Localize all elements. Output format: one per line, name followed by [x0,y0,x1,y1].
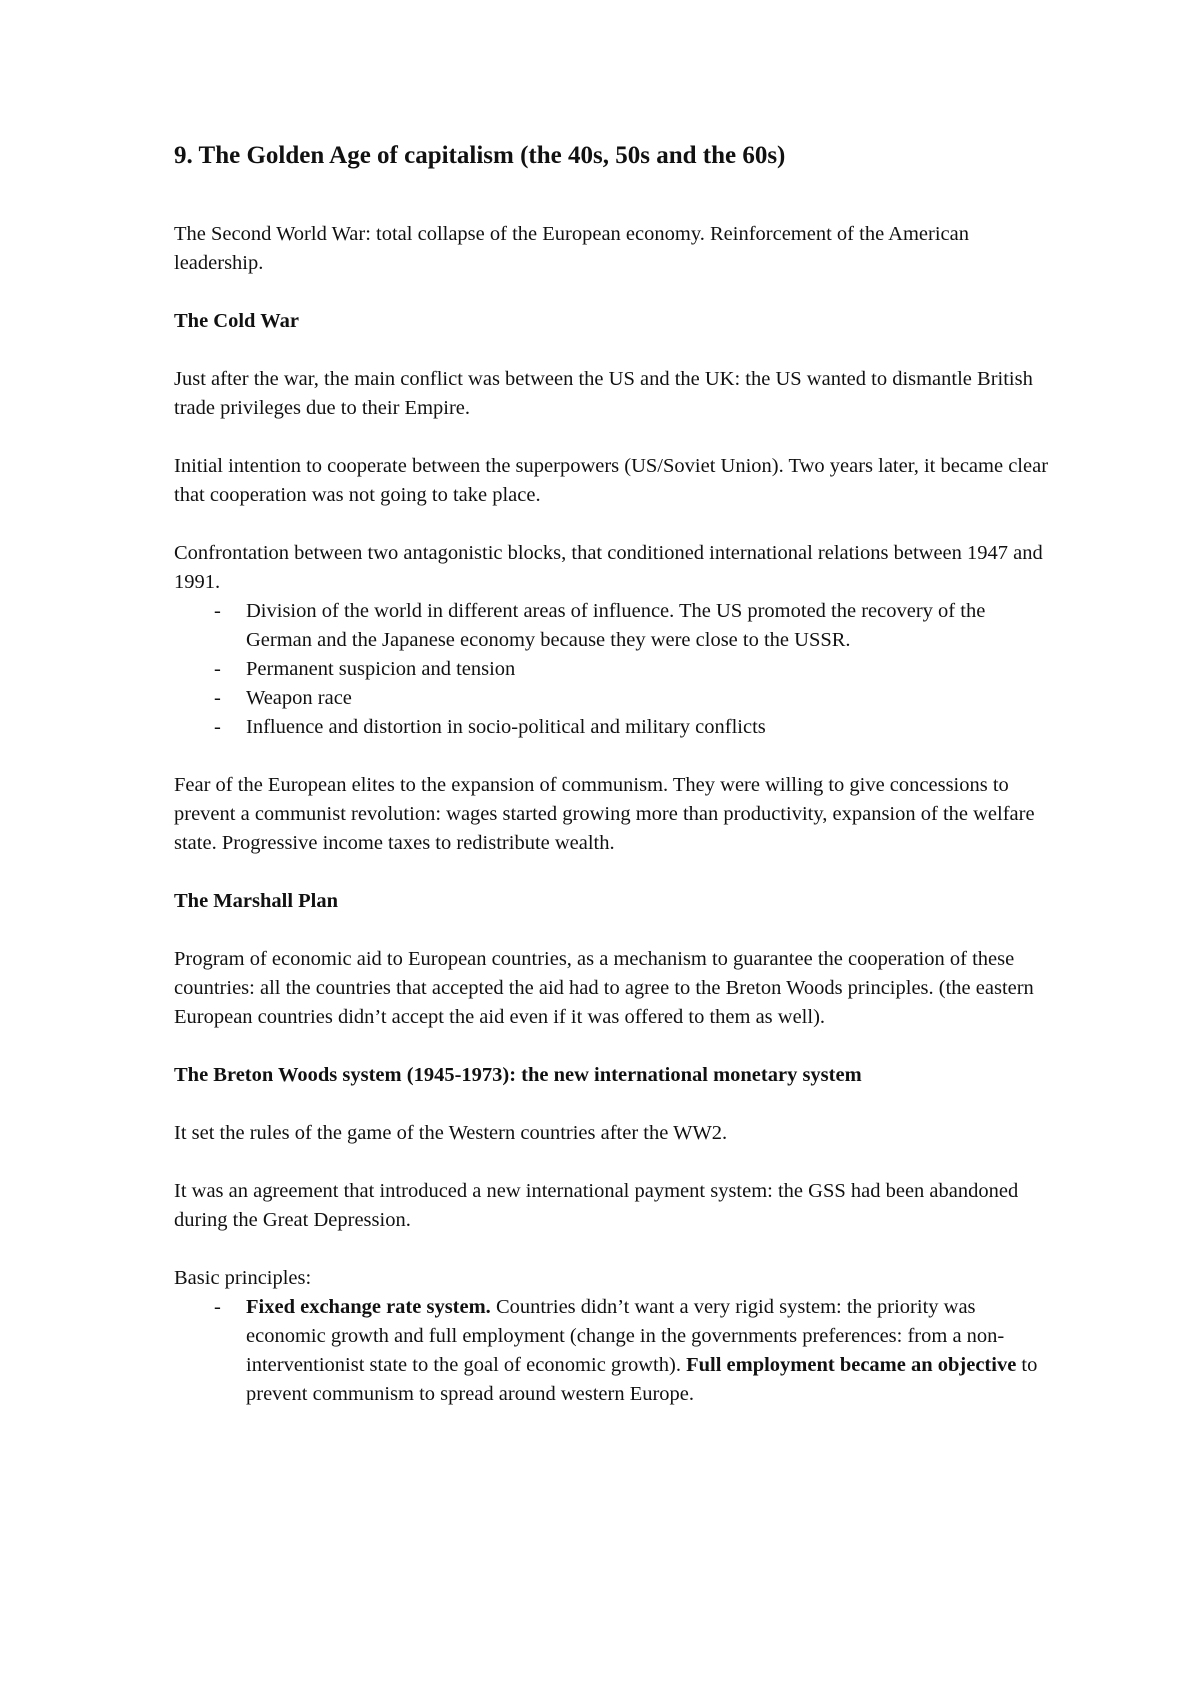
bold-term: Full employment became an objective [686,1354,1017,1376]
bold-term: Fixed exchange rate system. [246,1296,491,1318]
list-item-text: Permanent suspicion and tension [246,658,516,680]
list-item-text: Countries didn’t want a very rigid system: the priority was economic growth and full employment (change in the governments preferences: from a non-interventionist state to the goal of economic growth). [246,1296,1005,1376]
page-title: 9. The Golden Age of capitalism (the 40s, 50s and the 60s) [174,142,786,169]
principles-bullet-list [174,1293,1054,1409]
dash-bullet-icon: - [214,687,221,709]
list-item-text: Division of the world in different areas of influence. The US promoted the recovery of the German and the Japanese economy because they were close to the USSR. [246,600,986,651]
list-item-text: Influence and distortion in socio-political and military conflicts [246,716,766,738]
section-heading-breton-woods: The Breton Woods system (1945-1973): the new international monetary system [174,1064,862,1086]
section-heading-cold-war: The Cold War [174,310,299,332]
paragraph: Program of economic aid to European countries, as a mechanism to guarantee the cooperation of these countries: all the countries that accepted the aid had to agree to the Breton Woods principles. (the eastern European countries didn’t accept the aid even if it was offered to them as well). [174,948,1034,1028]
paragraph: It was an agreement that introduced a new international payment system: the GSS had been abandoned during the Great Depression. [174,1180,1019,1231]
paragraph: Just after the war, the main conflict was between the US and the UK: the US wanted to dismantle British trade privileges due to their Empire. [174,368,1033,419]
list-item [174,713,1054,742]
intro-paragraph: The Second World War: total collapse of the European economy. Reinforcement of the American leadership. [174,223,969,274]
list-item [174,597,1054,655]
list-item [174,1293,1054,1409]
paragraph: Confrontation between two antagonistic blocks, that conditioned international relations between 1947 and 1991. [174,542,1043,593]
paragraph: It set the rules of the game of the Western countries after the WW2. [174,1122,728,1144]
list-item-text: to prevent communism to spread around western Europe. [246,1354,1038,1405]
dash-bullet-icon: - [214,600,221,622]
paragraph: Fear of the European elites to the expansion of communism. They were willing to give concessions to prevent a communist revolution: wages started growing more than productivity, expansion of the welfare state. Progressive income taxes to redistribute wealth. [174,774,1035,854]
cold-war-bullet-list [174,597,1054,742]
dash-bullet-icon: - [214,716,221,738]
list-item [174,655,1054,684]
document-page [174,140,1054,1438]
dash-bullet-icon: - [214,1296,221,1318]
paragraph: Initial intention to cooperate between the superpowers (US/Soviet Union). Two years later, it became clear that cooperation was not going to take place. [174,455,1049,506]
list-item-text: Weapon race [246,687,352,709]
section-heading-marshall-plan: The Marshall Plan [174,890,339,912]
paragraph: Basic principles: [174,1267,312,1289]
list-item [174,684,1054,713]
dash-bullet-icon: - [214,658,221,680]
